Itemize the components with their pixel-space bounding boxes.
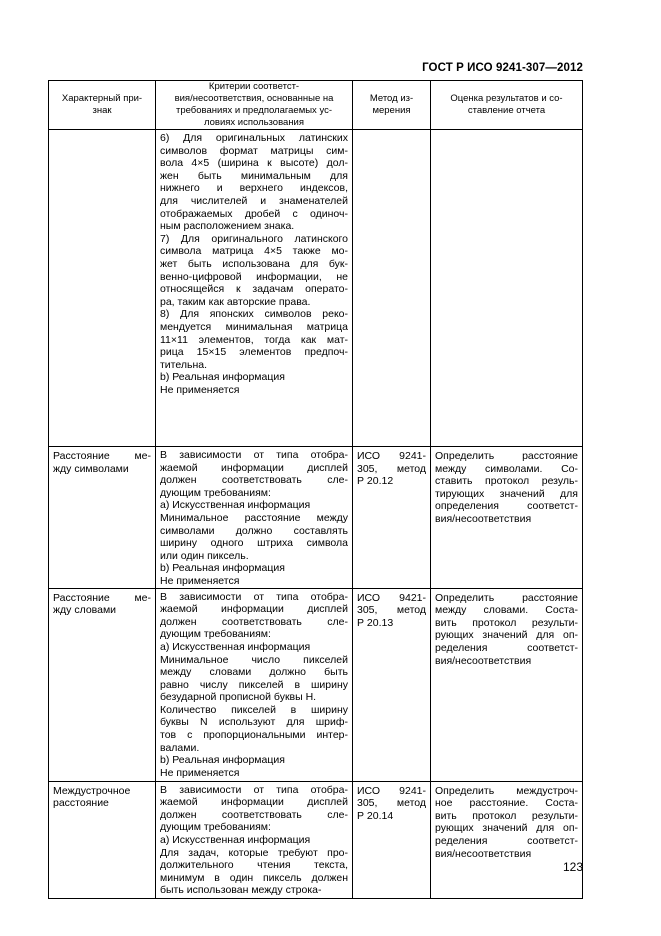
cell-text-line: минимум в один пиксель должен [160,871,348,884]
cell-text-line: b) Реальная информация [160,371,285,384]
cell-criteria [156,781,353,898]
cell-text-line: или один пиксель. [160,549,249,562]
cell-text-line: жду словами [53,604,117,617]
cell-text-line: Минимальное расстояние между [160,511,348,524]
cell-text-line: жаемой информации дисплей [160,461,348,474]
document-header: ГОСТ Р ИСО 9241-307—2012 [422,62,583,74]
cell-text-line: относящейся к задачам операто- [160,283,348,296]
cell-text-line: символа матрица 4×5 также мо- [160,245,348,258]
cell-text-line: венно-цифровой информации, не [160,270,348,283]
header-assessment [431,81,583,130]
requirements-table [48,80,583,899]
header-feature [49,81,156,130]
cell-text-line: должен соответствовать сле- [160,808,348,821]
cell-text-line: валами. [160,741,200,754]
cell-text-line: мерения [372,105,411,116]
cell-text-line: дующим требованиям: [160,628,271,641]
cell-text-line: отображаемых дробей с одиноч- [160,207,348,220]
table-row [49,588,583,781]
cell-text-line: Оценка результатов и со- [450,93,563,104]
cell-text-line: В зависимости от типа отобра- [160,783,348,796]
table-row [49,781,583,898]
cell-method [353,781,431,898]
cell-text-line: символами должно составлять [160,524,348,537]
cell-text-line: ра, таким как авторские права. [160,295,311,308]
cell-text-line: ловиях использования [203,117,305,128]
cell-text-line: Определить расстояние [435,450,578,462]
cell-text-line: ИСО 9421- [357,591,426,604]
cell-text-line: жду символами [53,462,129,475]
cell-text-line: Не применяется [160,383,240,396]
cell-text-line: 305, метод [357,604,426,617]
cell-text-line: ставление отчета [467,105,546,116]
cell-assessment [431,447,583,589]
cell-text-line: Характерный при- [61,93,143,104]
cell-text-line: ставить протокол резуль- [435,475,578,488]
cell-text-line: должительного чтения текста, [160,859,348,872]
cell-text-line: ределения соответст- [435,834,578,847]
cell-text-line: В зависимости от типа отобра- [160,590,348,603]
cell-text-line: между словами должно быть [160,666,348,679]
cell-text-line: Р 20.14 [357,809,394,822]
cell-text-line: Р 20.12 [357,475,394,488]
cell-text-line: между словами. Соста- [435,604,578,617]
cell-text-line: вия/несоответствия [435,847,532,860]
cell-text-line: быть использован между строка- [160,884,322,897]
cell-text-line: b) Реальная информация [160,754,285,767]
cell-text-line: Междустрочное [53,784,131,797]
cell-text-line: Расстояние ме- [53,591,151,604]
cell-text-line: 7) Для оригинального латинского [160,232,348,245]
cell-text-line: Не применяется [160,766,240,779]
cell-method [353,588,431,781]
cell-text-line: рующих значений для оп- [435,629,578,642]
cell-method [353,447,431,589]
cell-text-line: символов формат матрицы сим- [160,144,348,157]
cell-text-line: Для задач, которые требуют про- [160,846,348,859]
header-method [353,81,431,130]
cell-feature [49,781,156,898]
cell-assessment [431,130,583,447]
cell-text-line: Р 20.13 [357,616,394,629]
cell-text-line: а) Искусственная информация [160,499,311,512]
cell-text-line: Не применяется [160,574,240,587]
cell-text-line: тирующих значений для [435,487,578,500]
cell-text-line: Расстояние ме- [53,450,151,462]
cell-feature [49,130,156,447]
cell-text-line: 305, метод [357,462,426,475]
cell-criteria [156,130,353,447]
cell-text-line: буквы N используют для шриф- [160,716,348,729]
cell-feature [49,588,156,781]
cell-text-line: ределения соответст- [435,641,578,654]
cell-text-line: жаемой информации дисплей [160,796,348,809]
cell-text-line: жет быть использована для бук- [160,257,348,270]
cell-text-line: расстояние [53,797,109,810]
cell-text-line: вить протокол результи- [435,616,578,629]
table-row [49,447,583,589]
cell-text-line: вия/несоответствия [435,512,532,525]
cell-text-line: ИСО 9241- [357,450,426,462]
cell-text-line: требованиях и предполагаемых ус- [175,105,332,116]
cell-text-line: ширину одного штриха символа [160,537,348,550]
cell-text-line: вола 4×5 (ширина к высоте) дол- [160,157,348,170]
cell-text-line: а) Искусственная информация [160,833,311,846]
cell-text-line: ным расположением знака. [160,220,295,233]
cell-text-line: тительна. [160,358,208,371]
cell-text-line: для числителей и знаменателей [160,194,348,207]
cell-text-line: В зависимости от типа отобра- [160,449,348,461]
cell-text-line: Метод из- [369,93,414,104]
cell-text-line: 11×11 элементов, тогда как мат- [160,333,348,346]
cell-text-line: дующим требованиям: [160,486,271,499]
cell-text-line: жаемой информации дисплей [160,603,348,616]
cell-text-line: вить протокол результи- [435,809,578,822]
cell-text-line: между символами. Со- [435,462,578,475]
cell-text-line: безударной прописной буквы Н. [160,691,317,704]
header-criteria [156,81,353,130]
cell-text-line: а) Искусственная информация [160,640,311,653]
cell-text-line: вия/несоответствия, основанные на [174,93,334,104]
cell-text-line: вия/несоответствия [435,654,532,667]
cell-text-line: Определить расстояние [435,591,578,604]
cell-text-line: равно числу пикселей в ширину [160,678,348,691]
cell-text-line: ИСО 9241- [357,784,426,797]
cell-text-line: 6) Для оригинальных латинских [160,132,348,144]
cell-text-line: рица 15×15 элементов предпоч- [160,346,348,359]
cell-text-line: Определить междустроч- [435,784,578,797]
cell-criteria [156,588,353,781]
cell-text-line: определения соответст- [435,500,578,513]
page-number: 123 [562,860,583,874]
cell-text-line: рующих значений для оп- [435,822,578,835]
cell-feature [49,447,156,589]
cell-assessment [431,588,583,781]
cell-text-line: дующим требованиям: [160,821,271,834]
cell-text-line: Количество пикселей в ширину [160,703,348,716]
cell-method [353,130,431,447]
cell-text-line: b) Реальная информация [160,562,285,575]
cell-text-line: ное расстояние. Соста- [435,797,578,810]
cell-text-line: должен соответствовать сле- [160,474,348,487]
cell-text-line: жен быть минимальным для [160,169,348,182]
cell-text-line: знак [92,105,112,116]
cell-text-line: мендуется минимальная матрица [160,320,348,333]
cell-assessment [431,781,583,898]
cell-text-line: должен соответствовать сле- [160,615,348,628]
cell-text-line: нижнего и верхнего индексов, [160,182,348,195]
table-header-row [49,81,583,130]
cell-text-line: Минимальное число пикселей [160,653,348,666]
table-row [49,130,583,447]
cell-text-line: 8) Для японских символов реко- [160,308,348,321]
cell-text-line: Критерии соответст- [208,81,300,92]
cell-criteria [156,447,353,589]
cell-text-line: тов с пропорциональными интер- [160,729,348,742]
cell-text-line: 305, метод [357,797,426,810]
